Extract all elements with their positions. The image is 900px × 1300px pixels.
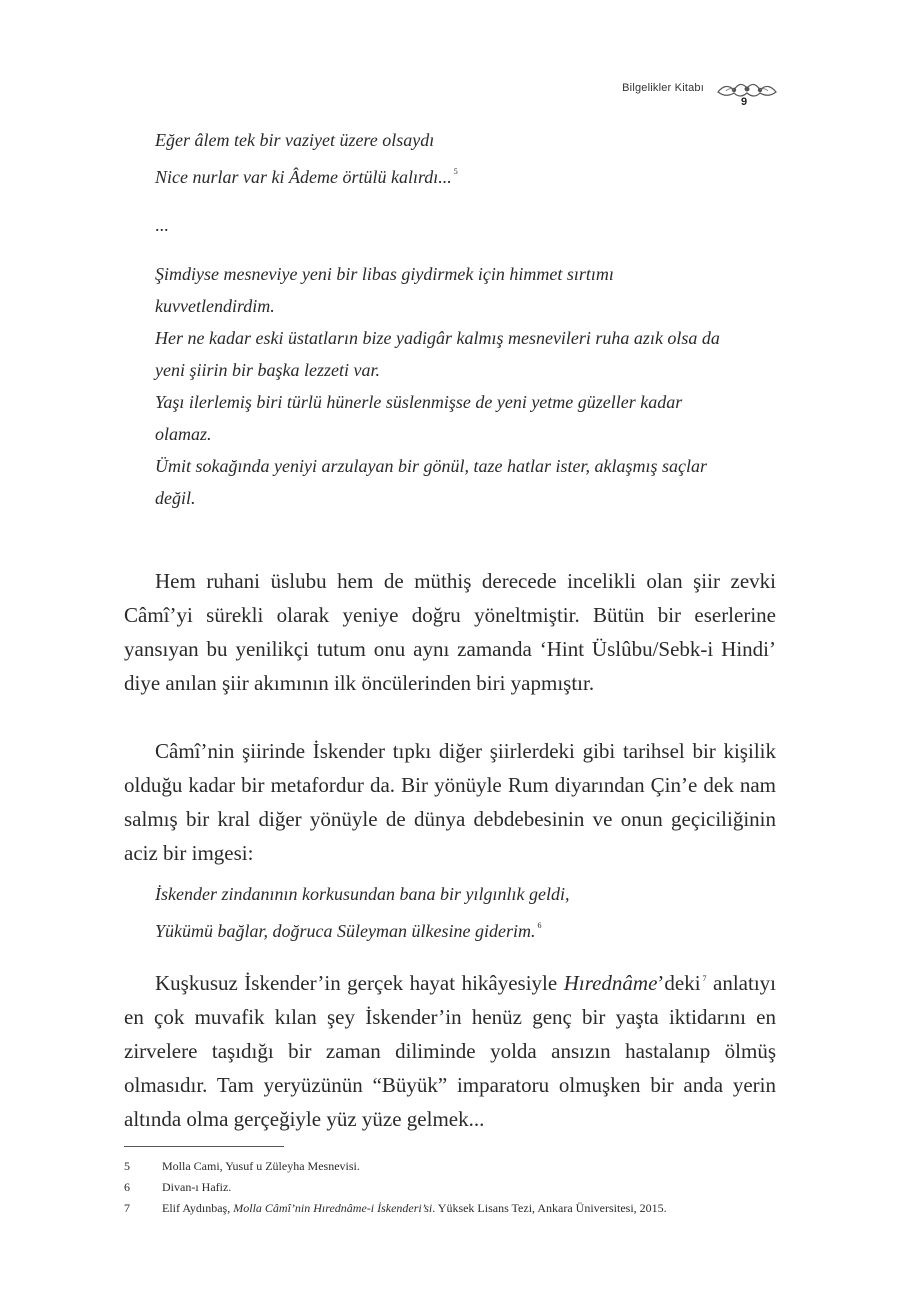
verse-line-text: Nice nurlar var ki Âdeme örtülü kalırdı...	[155, 167, 452, 187]
paragraph-text: Hem ruhani üslubu hem de müthiş derecede incelikli olan şiir zevki Câmî’yi sürekli olarak yeniye doğru yöneltmiştir. Bütün bir eserlerine yansıyan bu yenilikçi tutum onu aynı zamanda ‘Hint Üslûbu/Sebk-i Hindi’ diye anılan şiir akımının ilk öncülerinden biri yapmıştır.	[124, 569, 776, 695]
footnote-text: Elif Aydınbaş,	[162, 1201, 234, 1215]
verse-line: İskender zindanının korkusundan bana bir yılgınlık geldi,	[155, 884, 570, 904]
footnote-title: Molla Câmî’nin Hırednâme-i İskenderi’si	[233, 1201, 433, 1215]
verse-line: değil.	[155, 488, 196, 508]
verse-line	[155, 910, 795, 947]
body-paragraph-2	[124, 734, 776, 870]
footnote-item	[124, 1177, 824, 1198]
verse-block-2	[155, 258, 795, 514]
paragraph-text: Kuşkusuz İskender’in gerçek hayat hikâyesiyle	[155, 971, 564, 995]
paragraph-text: Câmî’nin şiirinde İskender tıpkı diğer şiirlerdeki gibi tarihsel bir kişilik olduğu kadar bir metafordur da. Bir yönüyle Rum diyarından Çin’e dek nam salmış bir kral diğer yönüyle de dünya debdebesinin ve onun geçiciliğinin aciz bir imgesi:	[124, 739, 776, 865]
footnote-ref: 6	[537, 921, 542, 930]
verse-line: yeni şiirin bir başka lezzeti var.	[155, 360, 380, 380]
running-header	[0, 78, 900, 118]
verse-line: kuvvetlendirdim.	[155, 296, 275, 316]
verse-line: olamaz.	[155, 424, 212, 444]
body-paragraph-3	[124, 962, 776, 1136]
footnote-divider	[124, 1146, 284, 1147]
footnote-text: . Yüksek Lisans Tezi, Ankara Üniversitesi, 2015.	[432, 1201, 667, 1215]
verse-line: Yaşı ilerlemiş biri türlü hünerle süslenmişse de yeni yetme güzeller kadar	[155, 392, 683, 412]
footnote-number: 5	[124, 1159, 130, 1173]
verse-line: Her ne kadar eski üstatların bize yadigâr kalmış mesnevileri ruha azık olsa da	[155, 328, 720, 348]
body-paragraph-1	[124, 564, 776, 700]
footnote-ref: 7	[702, 974, 707, 983]
page-number: 9	[741, 96, 748, 108]
footnote-number: 6	[124, 1180, 130, 1194]
footnote-ref: 5	[453, 167, 458, 176]
paragraph-text: ’deki	[657, 971, 701, 995]
footnote-item	[124, 1198, 824, 1219]
verse-block-1	[155, 124, 795, 193]
verse-line-text: Yükümü bağlar, doğruca Süleyman ülkesine giderim.	[155, 921, 536, 941]
verse-line: Eğer âlem tek bir vaziyet üzere olsaydı	[155, 130, 435, 150]
work-title: Hırednâme	[563, 971, 658, 995]
verse-line	[155, 156, 795, 193]
verse-line: Şimdiyse mesneviye yeni bir libas giydirmek için himmet sırtımı	[155, 264, 614, 284]
footnotes	[124, 1156, 824, 1219]
footnote-item	[124, 1156, 824, 1177]
verse-block-3	[155, 878, 795, 947]
footnote-number: 7	[124, 1201, 130, 1215]
footnote-text: Molla Cami, Yusuf u Züleyha Mesnevisi.	[162, 1159, 360, 1173]
footnote-text: Divan-ı Hafiz.	[162, 1180, 232, 1194]
book-title: Bilgelikler Kitabı	[622, 82, 704, 94]
verse-line: Ümit sokağında yeniyi arzulayan bir gönül, taze hatlar ister, aklaşmış saçlar	[155, 456, 707, 476]
ellipsis: ...	[155, 215, 169, 235]
paragraph-text: anlatıyı en çok muvafik kılan şey İskender’in henüz genç bir yaşta iktidarını en zirvelere taşıdığı bir zaman diliminde yolda ansızın hastalanıp ölmüş olmasıdır. Tam yeryüzünün “Büyük” imparatoru olmuşken bir anda yerin altında olma gerçeğiyle yüz yüze gelmek...	[124, 971, 777, 1131]
